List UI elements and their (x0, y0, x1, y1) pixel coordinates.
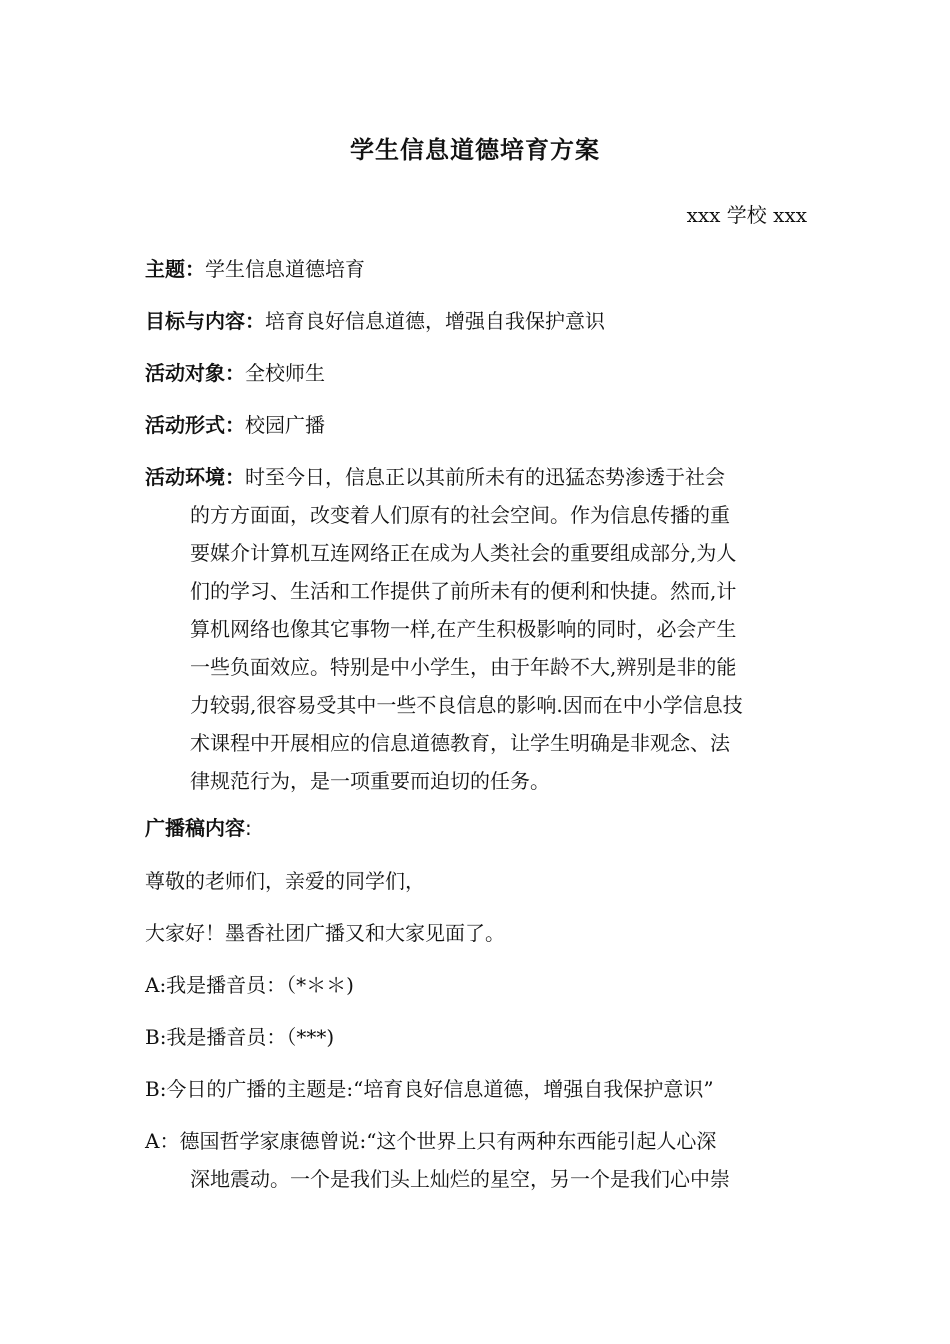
paragraph-line: 的方方面面，改变着人们原有的社会空间。作为信息传播的重 (190, 503, 730, 527)
broadcast-label: 广播稿内容 (145, 816, 245, 840)
paragraph-text: 德国哲学家康德曾说:“这个世界上只有两种东西能引起人心深 (179, 1129, 717, 1153)
paragraph-line: 一些负面效应。特别是中小学生，由于年龄不大,辨别是非的能 (190, 655, 737, 679)
author-line: xxx 学校 xxx (686, 203, 807, 227)
welcome-line: 大家好！墨香社团广播又和大家见面了。 (145, 921, 505, 945)
paragraph-text: 时至今日，信息正以其前所未有的迅猛态势渗透于社会 (245, 465, 725, 489)
paragraph-line: 术课程中开展相应的信息道德教育，让学生明确是非观念、法 (190, 731, 730, 755)
field-value: 学生信息道德培育 (205, 257, 365, 281)
field-label: 主题： (145, 257, 205, 281)
paragraph-line (145, 1126, 810, 1164)
theme-line: B:今日的广播的主题是:“培育良好信息道德，增强自我保护意识” (145, 1077, 714, 1101)
environment-paragraph (145, 462, 810, 804)
paragraph-line: 力较弱,很容易受其中一些不良信息的影响.因而在中小学信息技 (190, 693, 743, 717)
field-format (145, 410, 810, 440)
field-audience (145, 358, 810, 388)
field-label: 活动形式： (145, 413, 245, 437)
field-label: 活动对象： (145, 361, 245, 385)
broadcast-heading (145, 813, 810, 843)
field-value: 全校师生 (245, 361, 325, 385)
field-label: 目标与内容： (145, 309, 265, 333)
paragraph-line (145, 462, 810, 500)
field-value: 校园广播 (245, 413, 325, 437)
announcer-b-line: B:我是播音员：（***) (145, 1025, 335, 1049)
field-theme (145, 254, 810, 284)
paragraph-line: 们的学习、生活和工作提供了前所未有的便利和快捷。然而,计 (190, 579, 737, 603)
paragraph-line: 深地震动。一个是我们头上灿烂的星空，另一个是我们心中崇 (190, 1167, 730, 1191)
paragraph-line: 算机网络也像其它事物一样,在产生积极影响的同时，必会产生 (190, 617, 737, 641)
environment-label: 活动环境： (145, 465, 245, 489)
paragraph-line: 要媒介计算机互连网络正在成为人类社会的重要组成部分,为人 (190, 541, 737, 565)
field-value: 培育良好信息道德，增强自我保护意识 (265, 309, 605, 333)
announcer-a-line: A:我是播音员：（*＊＊) (145, 973, 354, 997)
field-goal (145, 306, 810, 336)
paragraph-line: 律规范行为，是一项重要而迫切的任务。 (190, 769, 550, 793)
document-title: 学生信息道德培育方案 (350, 136, 600, 164)
broadcast-colon: : (245, 816, 252, 840)
speaker-lead: A： (145, 1129, 180, 1153)
greeting-line: 尊敬的老师们，亲爱的同学们， (145, 869, 425, 893)
quote-paragraph (145, 1126, 810, 1202)
